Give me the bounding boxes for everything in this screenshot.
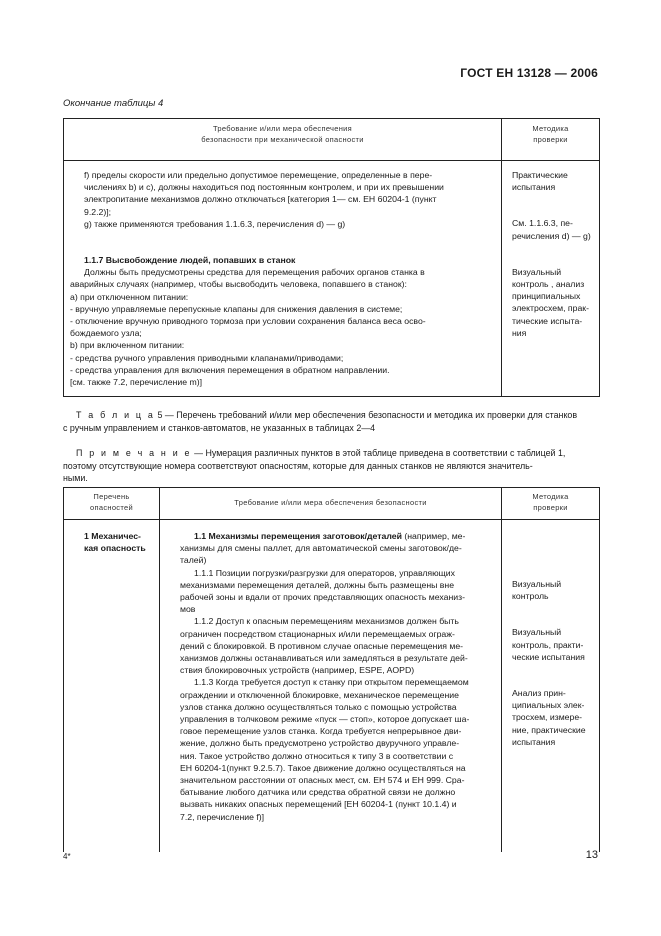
column-header-hazards: Перечень опасностей	[64, 488, 160, 520]
column-header-requirements: Требование и/или мера обеспечения безопасности при механической опасности	[64, 119, 502, 161]
table-4	[63, 118, 600, 397]
column-header-method: Методика проверки	[502, 119, 600, 161]
table-continuation-label: Окончание таблицы 4	[63, 98, 164, 109]
document-header: ГОСТ ЕН 13128 — 2006	[460, 66, 598, 80]
column-header-requirements: Требование и/или мера обеспечения безопасности	[160, 488, 502, 520]
requirement-block: 1.1.1 Позиции погрузки/разгрузки для операторов, управляющих механизмами перемещения деталей, должны быть размещены вне рабочей зоны и вдали от прочих представляющих опасность механиз- мов	[180, 567, 466, 615]
table-5-caption: Т а б л и ц а 5 — Перечень требований и/или мер обеспечения безопасности и методика их проверки для станков с ручным управлением и станков-автоматов, не указанных в таблицах 2—4	[63, 410, 578, 433]
requirement-text: f) пределы скорости или предельно допустимое перемещение, определенные в пере- числениях b) и с), должны находиться под постоянным контролем, и при их превышении электропитание механизмов должно отключаться [категория 1— см. ЕН 60204-1 (пункт 9.2.2)]; g) также применяются требования 1.1.6.3, перечисления d) — g)	[84, 170, 444, 229]
requirement-text: Должны быть предусмотрены средства для перемещения рабочих органов станка в аварийных случаях (например, чтобы высвободить человека, попавшего в станок): а) при отключенном питании: - вручную управляемые перепускные клапаны для снижения давления в системе; - отключение вручную приводного тормоза при условии сохранения баланса веса осво- бождаемого узла; b) при включенном питании: - средства ручного управления приводными клапанами/приводами; - средства управления для включения перемещения в обратном направлении. [см. также 7.2, перечисление m)]	[70, 267, 426, 388]
method-cell: Визуальный контроль Визуальный контроль, практи- ческие испытания Анализ прин- ципиальных элек- тросхем, измере- ние, практические испытания	[502, 520, 600, 852]
column-header-method: Методика проверки	[502, 488, 600, 520]
requirement-block: 1.1.2 Доступ к опасным перемещениям механизмов должен быть ограничен посредством стационарных и/или перемещаемых ограж- дений с блокировкой. В противном случае опасные перемещения ме- ханизмов должны останавливаться или замедляться в результате дей- ствия блокировочных устройств (например, ESPE, AOPD)	[180, 616, 468, 676]
page-number: 13	[585, 849, 598, 861]
requirements-cell	[160, 520, 502, 852]
requirement-block: 1.1 Механизмы перемещения заготовок/деталей (например, ме- ханизмы для смены паллет, для автоматической смены заготовок/де- талей)	[180, 531, 466, 566]
table-row	[64, 161, 502, 397]
hazard-cell: 1 Механичес- кая опасность	[64, 520, 160, 852]
footer-sheet-mark: 4*	[63, 852, 71, 861]
method-cell: Практические испытания См. 1.1.6.3, пе- речисления d) — g) Визуальный контроль , анализ принципиальных электросхем, прак- тические испыта- ния	[502, 161, 600, 397]
table-5	[63, 487, 600, 852]
table-5-note: П р и м е ч а н и е — Нумерация различных пунктов в этой таблице приведена в соответствии с таблицей 1, поэтому отсутствующие номера соответствуют опасностям, которые для данных станков не являются значитель- ными.	[63, 448, 566, 483]
section-heading: 1.1.7 Высвобождение людей, попавших в станок	[84, 255, 296, 266]
requirement-block: 1.1.3 Когда требуется доступ к станку при открытом перемещаемом ограждении и отключенной блокировке, механическое перемещение узлов станка должно осуществляться только с помощью устройства управления в толчковом режиме «пуск — стоп», которое допускает ша- говое перемещение узлов станка. Когда требуется непрерывное дви- жение, должно быть предусмотрено устройство двуручного управле- ния. Такое устройство должно относиться к типу 3 в соответствии с ЕН 60204-1(пункт 9.2.5.7). Такое движение должно осуществляться на значительном расстоянии от опасных мест, см. ЕН 574 и ЕН 999. Сра- батывание любого датчика или средства обратной связи не должно вызвать никаких опасных перемещений [ЕН 60204-1 (пункт 10.1.4) и 7.2, перечисление f)]	[180, 677, 470, 822]
